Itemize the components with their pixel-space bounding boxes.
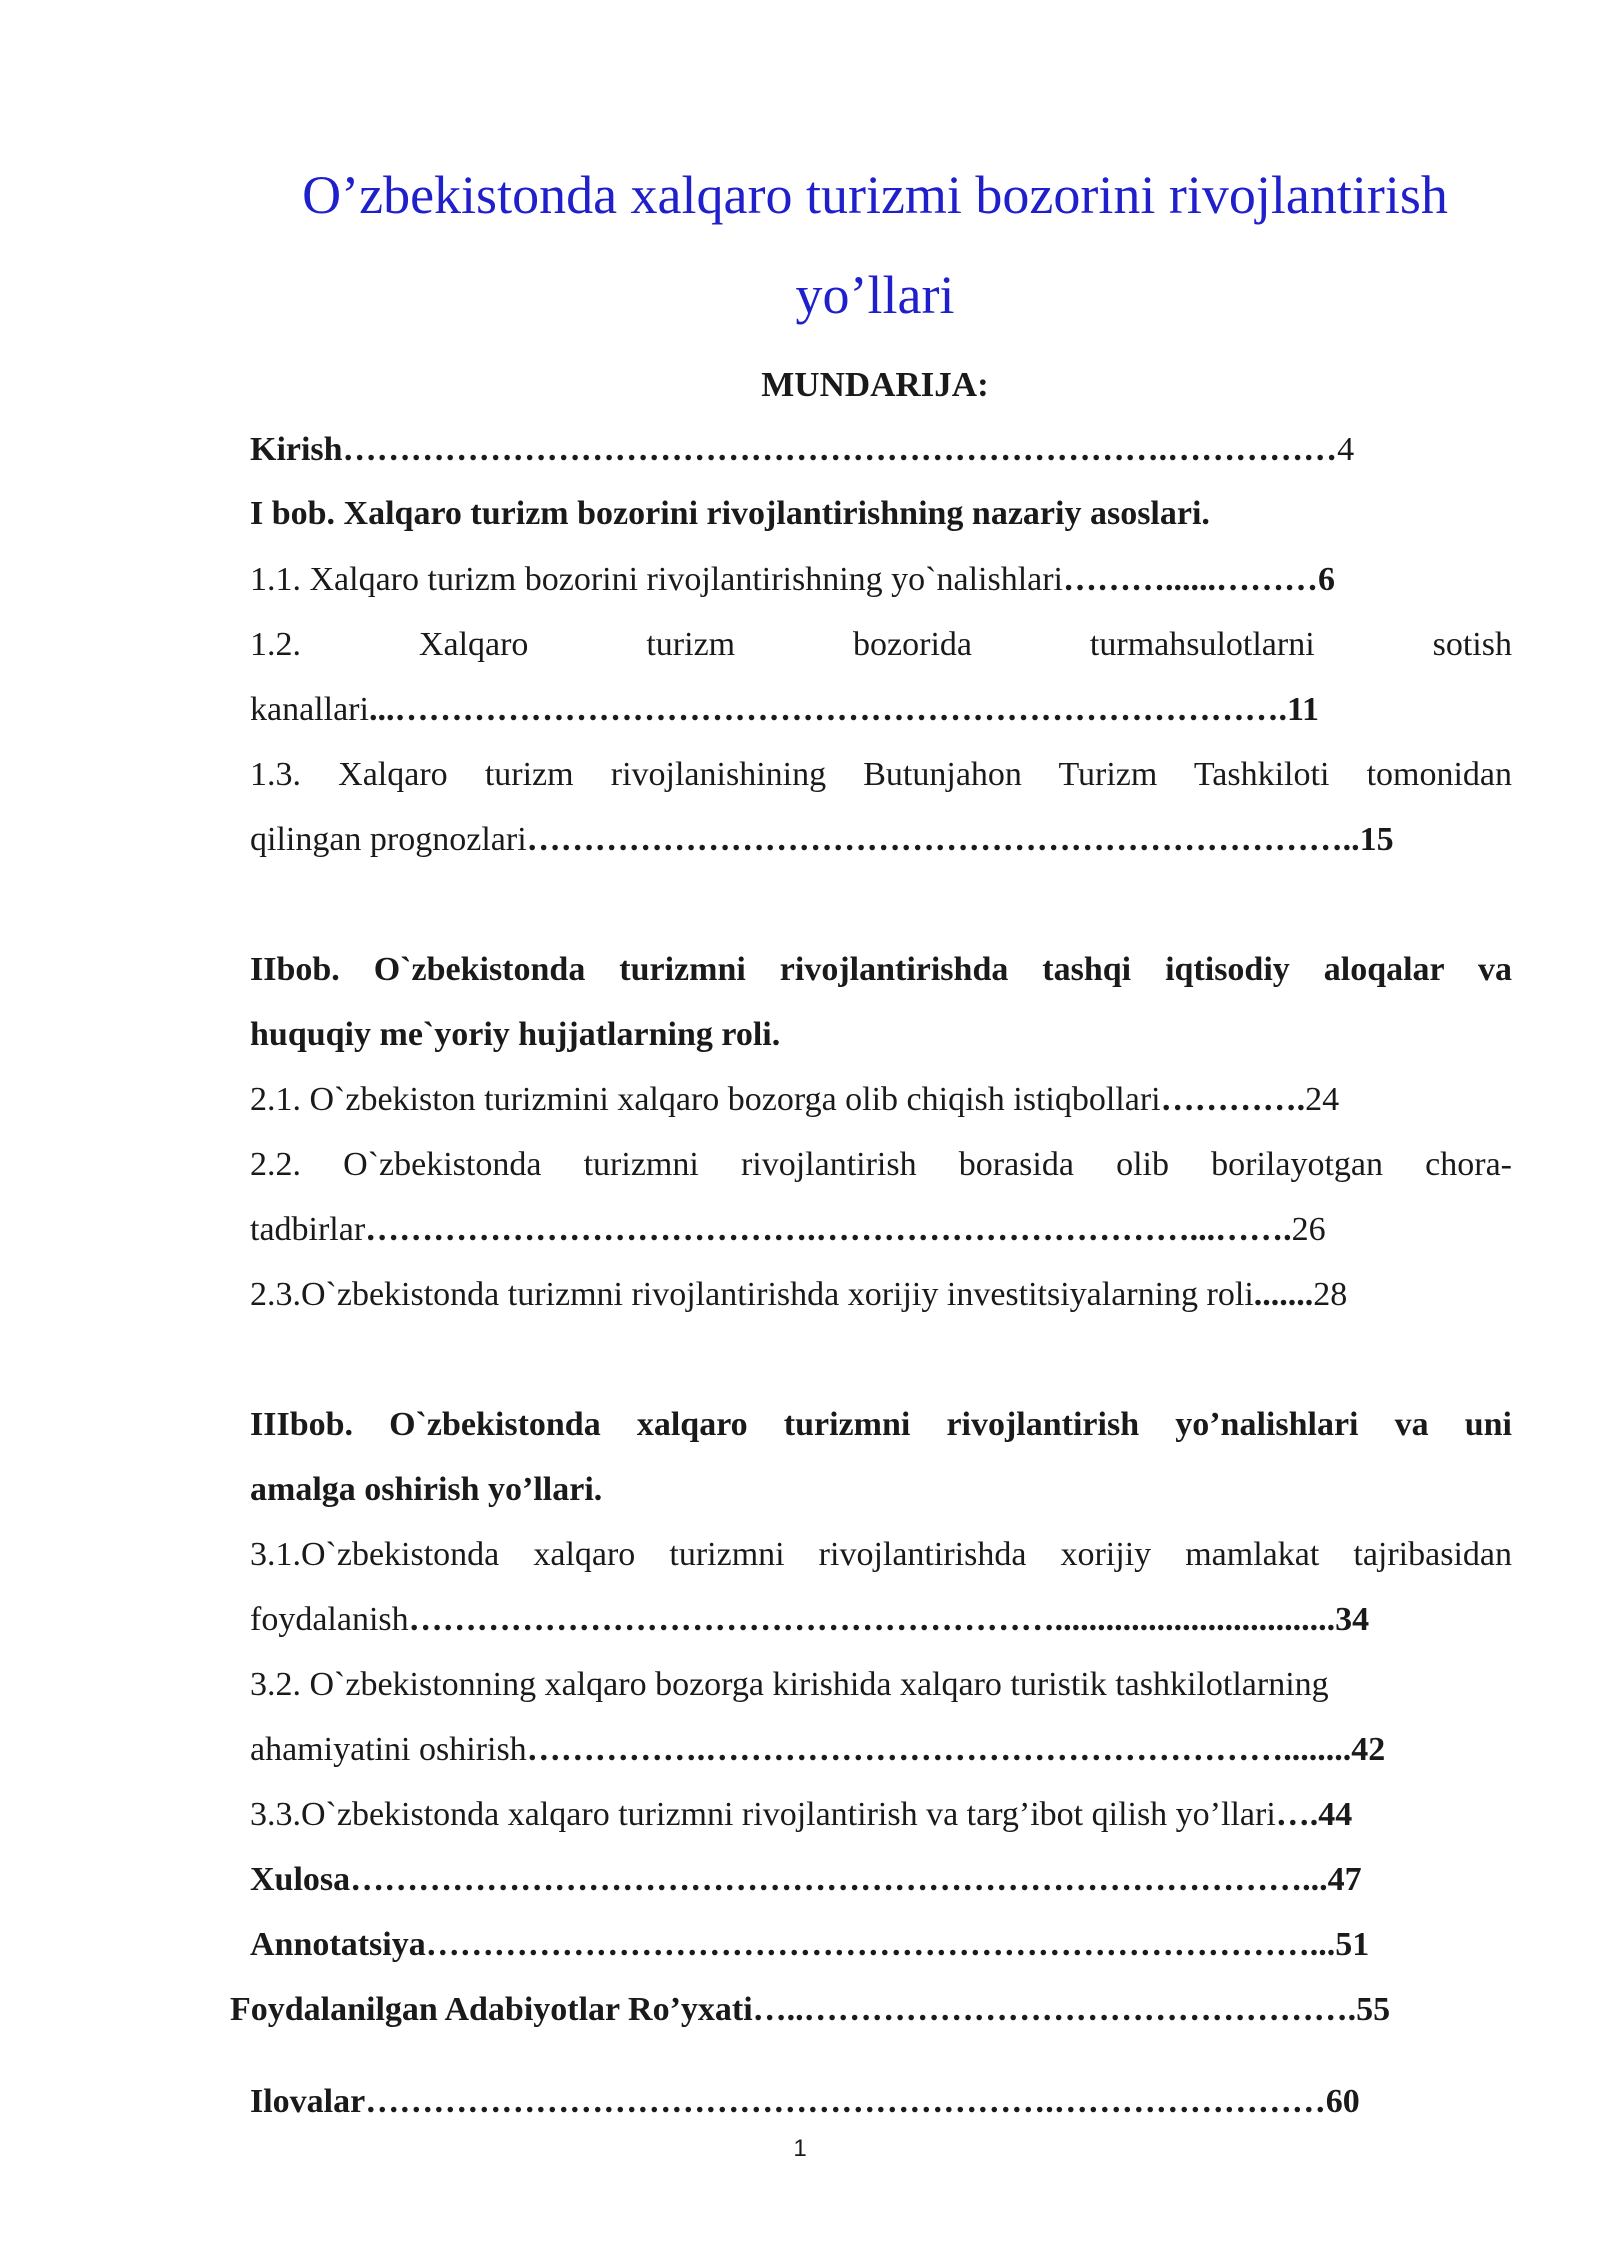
title-line-1: O’zbekistonda xalqaro turizmi bozorini rivojlantirish xyxy=(302,165,1448,225)
toc-entry-3-2-line-2: ahamiyatini oshirish…………….……………………………………………........42 xyxy=(250,1731,1386,1768)
toc-chapter-1: I bob. Xalqaro turizm bozorini rivojlantirishning nazariy asoslari. xyxy=(250,495,1210,532)
toc-entry-1-1: 1.1. Xalqaro turizm bozorini rivojlantirishning yo`nalishlari………......………6 xyxy=(250,561,1335,598)
toc-heading: MUNDARIJA: xyxy=(761,365,989,404)
toc-entry-1-3-line-2: qilingan prognozlari………………………………………………………………..15 xyxy=(250,821,1394,858)
toc-entry-3-2-line-1: 3.2. O`zbekistonning xalqaro bozorga kirishida xalqaro turistik tashkilotlarning xyxy=(250,1666,1329,1703)
toc-entry-annotatsiya: Annotatsiya……………………………………………………………………...51 xyxy=(250,1926,1370,1963)
toc-chapter-2-line-1: IIbob. O`zbekistonda turizmni rivojlantirishda tashqi iqtisodiy aloqalar va xyxy=(250,951,1512,988)
toc-entry-2-2-line-1: 2.2. O`zbekistonda turizmni rivojlantirish borasida olib borilayotgan chora- xyxy=(250,1146,1512,1183)
page-number: 1 xyxy=(793,2135,807,2162)
toc-entry-2-1: 2.1. O`zbekiston turizmini xalqaro bozorga olib chiqish istiqbollari………….24 xyxy=(250,1081,1340,1118)
toc-entry-1-2-line-2: kanallari...…………………………………………………………………….11 xyxy=(250,691,1320,728)
title-line-2: yo’llari xyxy=(795,265,955,325)
toc-entry-1-2-line-1: 1.2. Xalqaro turizm bozorida turmahsulotlarni sotish xyxy=(250,626,1512,663)
document-title xyxy=(230,145,1520,345)
toc-entry-3-3: 3.3.O`zbekistonda xalqaro turizmni rivojlantirish va targ’ibot qilish yo’llari….44 xyxy=(250,1796,1353,1833)
toc-entry-ilovalar: Ilovalar…………………………………………………….……………………60 xyxy=(250,2083,1360,2120)
toc-entry-kirish: Kirish……………………………………………………………….……………4 xyxy=(250,431,1355,468)
toc-chapter-3-line-2: amalga oshirish yo’llari. xyxy=(250,1471,603,1508)
toc-chapter-2-line-2: huquqiy me`yoriy hujjatlarning roli. xyxy=(250,1016,781,1053)
toc-entry-2-2-line-2: tadbirlar………………………………….……………………………...…….26 xyxy=(250,1211,1326,1248)
toc-entry-adabiyotlar: Foydalanilgan Adabiyotlar Ro’yxati…..………………………………………….55 xyxy=(230,1991,1391,2028)
toc-entry-xulosa: Xulosa…………………………………………………………………………...47 xyxy=(250,1861,1362,1898)
toc-entry-3-1-line-2: foydalanish………………………………………………….................................34 xyxy=(250,1601,1370,1638)
toc-chapter-3-line-1: IIIbob. O`zbekistonda xalqaro turizmni rivojlantirish yo’nalishlari va uni xyxy=(250,1406,1512,1443)
toc-entry-1-3-line-1: 1.3. Xalqaro turizm rivojlanishining Butunjahon Turizm Tashkiloti tomonidan xyxy=(250,756,1512,793)
toc-entry-2-3: 2.3.O`zbekistonda turizmni rivojlantirishda xorijiy investitsiyalarning roli.......28 xyxy=(250,1276,1348,1313)
toc-entry-3-1-line-1: 3.1.O`zbekistonda xalqaro turizmni rivojlantirishda xorijiy mamlakat tajribasidan xyxy=(250,1536,1512,1573)
